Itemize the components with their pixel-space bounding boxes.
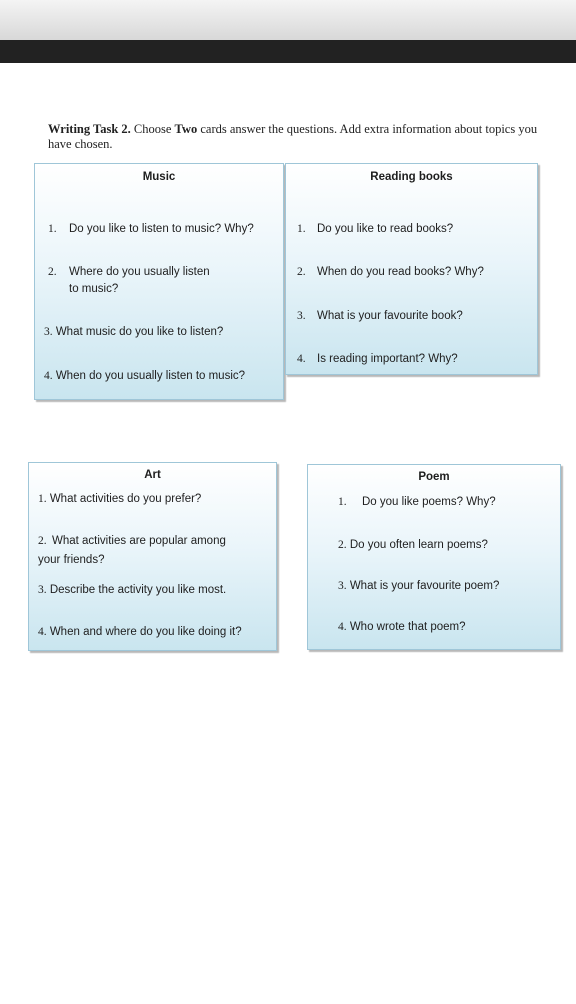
card-title: Art	[144, 469, 161, 481]
question-number: 3.	[297, 310, 306, 322]
question-text: What activities do you prefer?	[49, 493, 202, 505]
question-number: 2.	[297, 266, 306, 278]
question-text: When and where do you like doing it?	[49, 626, 242, 638]
question-number: 2.	[38, 535, 47, 547]
question-number: 3.	[338, 580, 347, 592]
question-number: 4.	[38, 626, 47, 638]
question-text: When do you usually listen to music?	[55, 370, 246, 382]
card-title: Reading books	[370, 171, 453, 183]
question-text: What music do you like to listen?	[55, 326, 224, 338]
question-item	[338, 578, 499, 595]
instructions-text-1: Choose	[130, 122, 175, 136]
question-number: 4.	[338, 621, 347, 633]
question-item	[38, 491, 201, 508]
question-number: 4.	[44, 370, 53, 382]
question-text: Who wrote that poem?	[349, 621, 466, 633]
question-text: Where do you usually listen	[69, 266, 210, 278]
question-text: Describe the activity you like most.	[49, 584, 227, 596]
question-item	[44, 324, 223, 341]
task-instructions	[48, 122, 563, 152]
art-card	[28, 462, 277, 651]
question-item	[338, 619, 466, 636]
top-gradient-bar	[0, 0, 576, 40]
question-number: 3.	[38, 584, 47, 596]
question-text-continued: to music?	[69, 283, 119, 295]
poem-card	[307, 464, 561, 650]
instructions-text-2: cards answer the questions. Add extra information about topics you have chosen.	[48, 122, 538, 151]
question-text-continued: your friends?	[38, 554, 105, 566]
question-text: Do you often learn poems?	[349, 539, 488, 551]
question-text: What activities are popular among	[52, 535, 226, 547]
question-item	[38, 582, 226, 599]
question-number: 4.	[297, 353, 306, 365]
question-number: 1.	[38, 493, 47, 505]
question-text: What is your favourite poem?	[349, 580, 500, 592]
card-title: Music	[142, 171, 176, 183]
instructions-emphasis: Two	[174, 122, 198, 136]
question-item	[338, 537, 488, 554]
question-number: 1.	[297, 223, 306, 235]
question-text: When do you read books? Why?	[317, 266, 484, 278]
question-text: Do you like to read books?	[317, 223, 454, 235]
reading-books-card	[285, 163, 538, 375]
question-text: Is reading important? Why?	[317, 353, 458, 365]
question-number: 3.	[44, 326, 53, 338]
top-dark-bar	[0, 40, 576, 63]
question-text: Do you like to listen to music? Why?	[69, 223, 254, 235]
question-number: 2.	[48, 266, 57, 278]
card-title: Poem	[418, 471, 450, 483]
question-text: What is your favourite book?	[317, 310, 463, 322]
question-item	[38, 624, 242, 641]
music-card	[34, 163, 284, 400]
question-number: 1.	[48, 223, 57, 235]
task-label: Writing Task 2.	[48, 122, 131, 136]
question-number: 2.	[338, 539, 347, 551]
question-item	[44, 368, 245, 385]
question-number: 1.	[338, 496, 347, 508]
question-text: Do you like poems? Why?	[362, 496, 496, 508]
